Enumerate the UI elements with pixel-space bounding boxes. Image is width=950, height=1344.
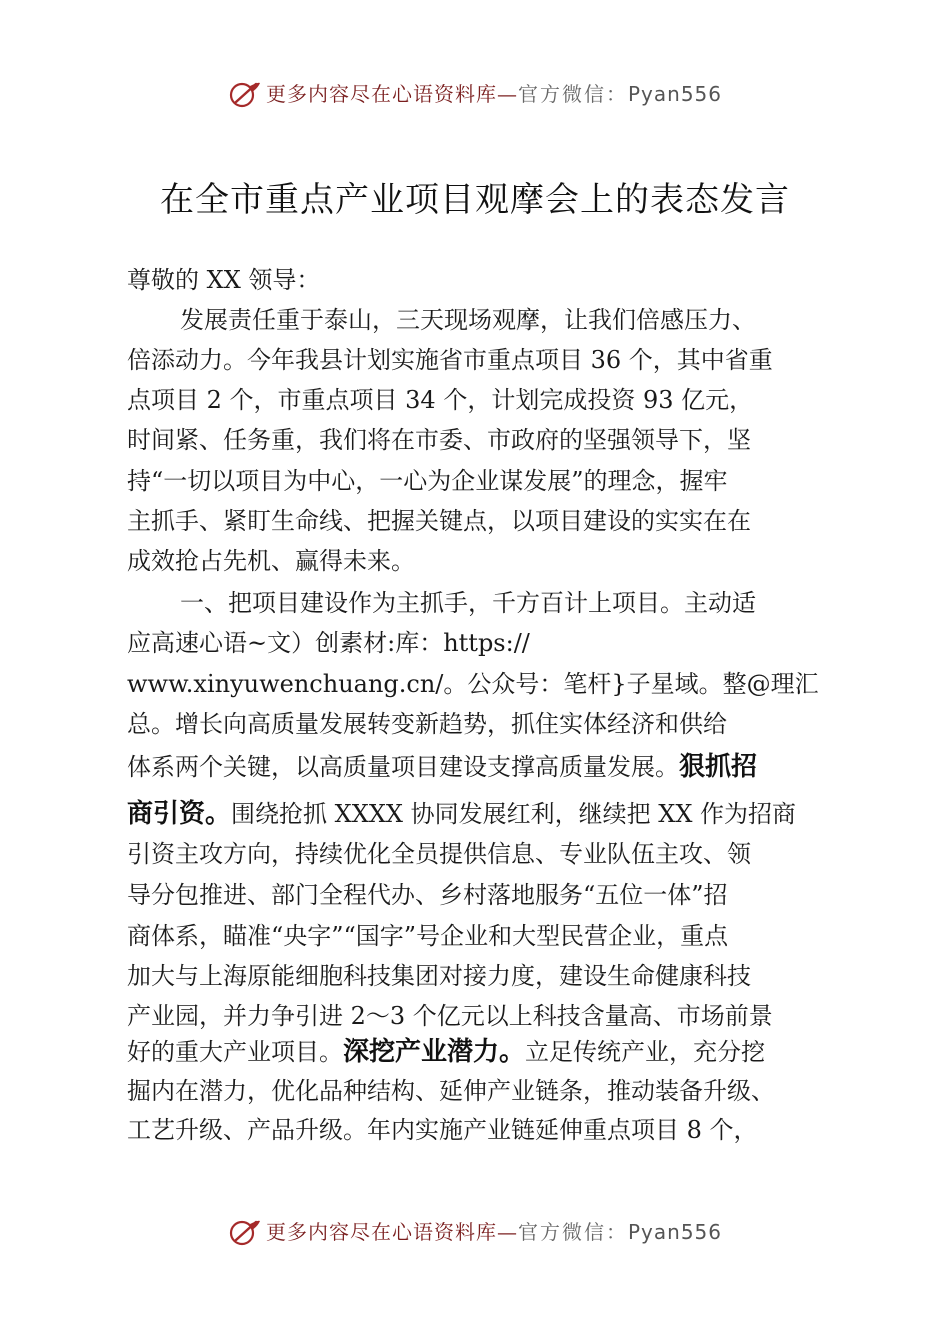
line-text: 一、把项目建设作为主抓手，千方百计上项目。主动适	[180, 589, 756, 617]
line-text: 总。增长向高质量发展转变新趋势，抓住实体经济和供给	[127, 710, 727, 738]
body-line	[127, 461, 728, 496]
line-text: www.xinyuwenchuang.cn/。公众号：笔杆}子星域。整@理汇	[127, 670, 819, 698]
bold-heading: 商引资。	[127, 799, 232, 829]
body-line	[127, 1110, 758, 1145]
body-line	[127, 875, 728, 910]
line-text: 主抓手、紧盯生命线、把握关键点，以项目建设的实实在在	[127, 507, 751, 535]
line-text: 好的重大产业项目。	[127, 1038, 343, 1066]
watermark-text: 更多内容尽在心语资料库—	[265, 1220, 518, 1244]
line-text: 应高速心语~文）创素材:库：https://	[127, 629, 530, 657]
line-text: 点项目 2 个，市重点项目 34 个，计划完成投资 93 亿元，	[127, 386, 754, 414]
body-line	[127, 541, 415, 576]
document-title: 在全市重点产业项目观摩会上的表态发言	[160, 180, 790, 220]
line-text: 引资主攻方向，持续优化全员提供信息、专业队伍主攻、领	[127, 840, 751, 868]
line-text: 成效抢占先机、赢得未来。	[127, 547, 415, 575]
body-line	[127, 380, 753, 415]
line-text: 商体系，瞄准“央字”“国字”号企业和大型民营企业，重点	[127, 922, 729, 950]
bold-heading: 深挖产业潜力。	[343, 1037, 526, 1067]
body-line	[127, 956, 751, 991]
body-line	[127, 793, 796, 830]
bold-heading: 狠抓招	[679, 752, 758, 782]
body-line	[127, 501, 751, 536]
watermark-wechat-label: 官方微信：	[517, 82, 628, 106]
line-text: 发展责任重于泰山，三天现场观摩，让我们倍感压力、	[180, 306, 756, 334]
line-text: 掘内在潜力，优化品种结构、延伸产业链条，推动装备升级、	[127, 1077, 775, 1105]
watermark-wechat-id: Pyan556	[627, 1220, 722, 1244]
body-line	[127, 420, 751, 455]
body-line	[127, 260, 320, 295]
quill-logo-icon	[228, 80, 262, 108]
watermark-footer	[0, 1216, 950, 1246]
body-line	[127, 746, 757, 783]
quill-logo-icon	[228, 1218, 262, 1246]
body-line	[127, 704, 727, 739]
body-line	[127, 623, 530, 658]
body-line	[180, 300, 756, 335]
line-text: 体系两个关键，以高质量项目建设支撑高质量发展。	[127, 753, 679, 781]
line-text: 工艺升级、产品升级。年内实施产业链延伸重点项目 8 个，	[127, 1116, 758, 1144]
line-text: 持“一切以项目为中心，一心为企业谋发展”的理念，握牢	[127, 467, 728, 495]
watermark-wechat-label: 官方微信：	[517, 1220, 628, 1244]
watermark-header	[0, 78, 950, 108]
line-text: 加大与上海原能细胞科技集团对接力度，建设生命健康科技	[127, 962, 751, 990]
body-line	[127, 664, 819, 699]
body-line	[180, 583, 756, 618]
line-text: 立足传统产业，充分挖	[525, 1038, 766, 1066]
body-line	[127, 996, 773, 1031]
body-line	[127, 834, 751, 869]
line-text: 产业园，并力争引进 2～3 个亿元以上科技含量高、市场前景	[127, 1002, 773, 1030]
body-line	[127, 1071, 775, 1106]
line-text: 导分包推进、部门全程代办、乡村落地服务“五位一体”招	[127, 881, 728, 909]
body-line	[127, 1031, 765, 1068]
line-text: 倍添动力。今年我县计划实施省市重点项目 36 个，其中省重	[127, 346, 773, 374]
line-text: 围绕抢抓 XXXX 协同发展红利，继续把 XX 作为招商	[231, 800, 797, 828]
body-line	[127, 340, 773, 375]
watermark-text: 更多内容尽在心语资料库—	[265, 82, 518, 106]
body-line	[127, 916, 728, 951]
line-text: 尊敬的 XX 领导：	[127, 266, 321, 294]
line-text: 时间紧、任务重，我们将在市委、市政府的坚强领导下，坚	[127, 426, 751, 454]
watermark-wechat-id: Pyan556	[627, 82, 722, 106]
